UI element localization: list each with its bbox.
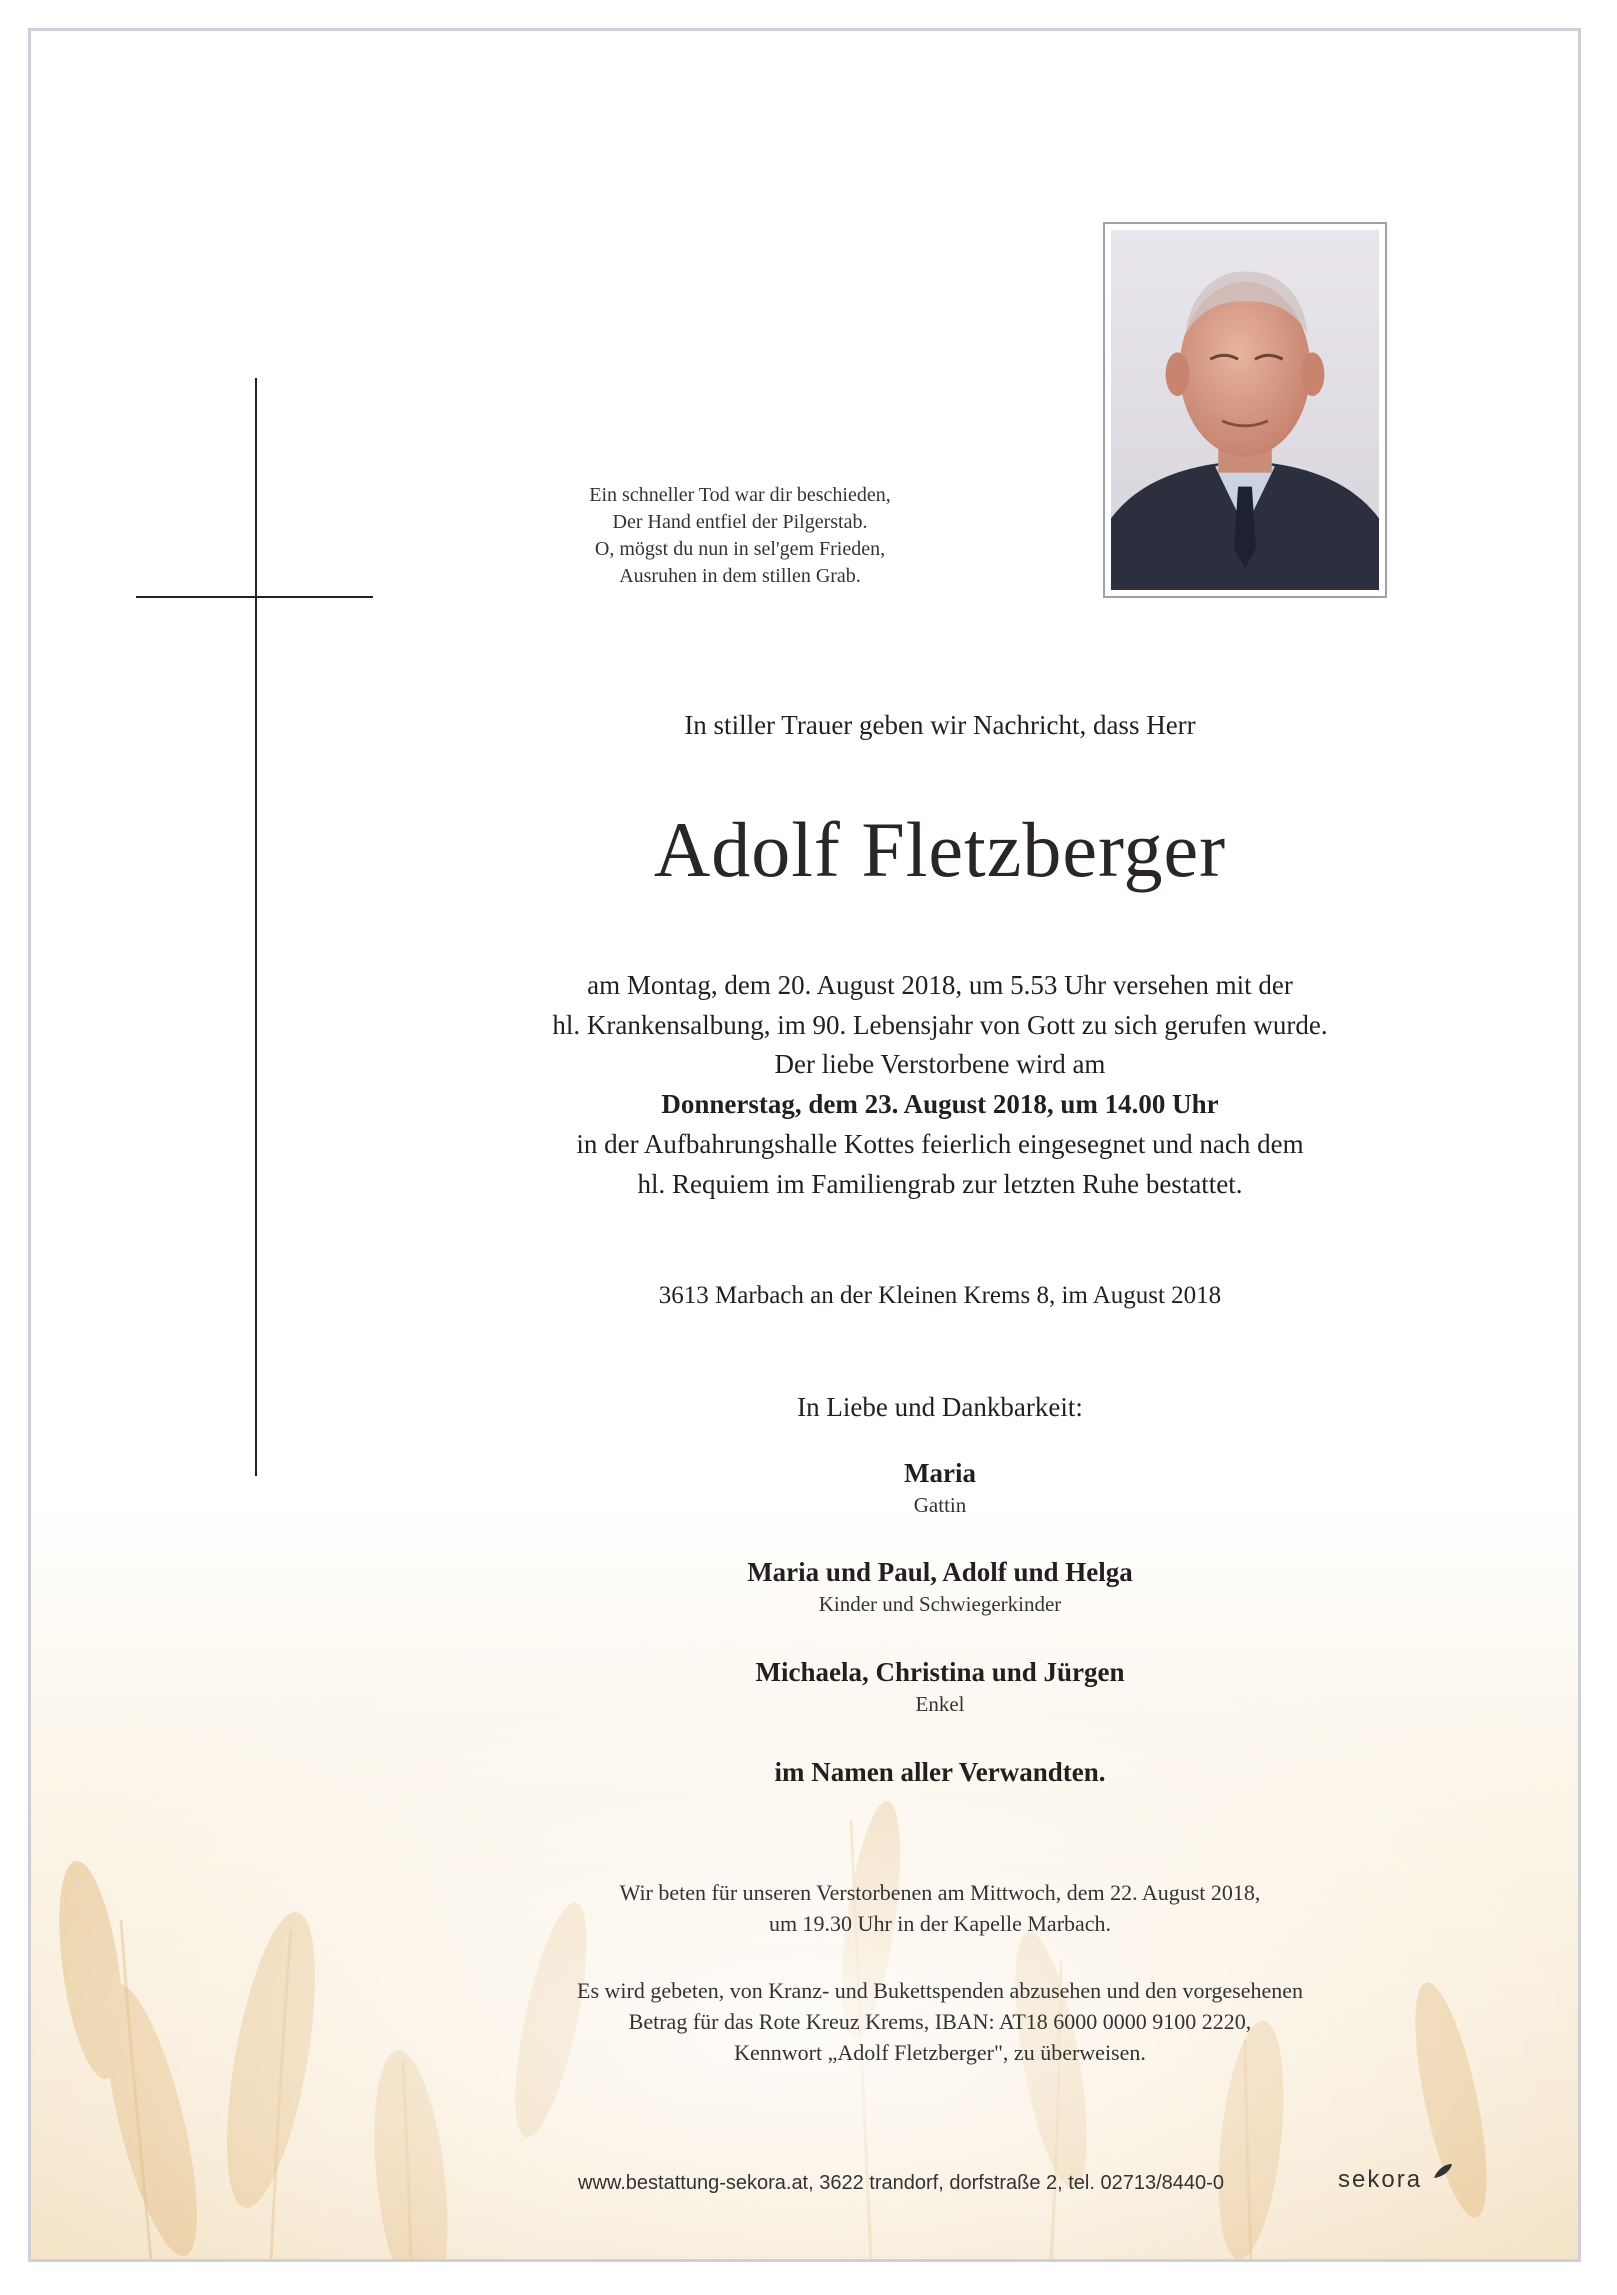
- death-line: am Montag, dem 20. August 2018, um 5.53 Uhr versehen mit der: [587, 970, 1293, 1000]
- death-announcement: [440, 965, 1440, 1045]
- mourner-group: [640, 1657, 1240, 1717]
- prayer-notice: [440, 1877, 1440, 1939]
- mourner-names: Maria: [904, 1458, 976, 1488]
- leaf-icon: [1432, 2162, 1454, 2180]
- mourner-relation: Kinder und Schwiegerkinder: [818, 1592, 1062, 1616]
- mourner-relation: Enkel: [915, 1692, 965, 1716]
- funeral-line: hl. Requiem im Familiengrab zur letzten Ruhe bestattet.: [637, 1169, 1243, 1199]
- poem-line: Ausruhen in dem stillen Grab.: [619, 565, 861, 587]
- portrait-photo-frame: [1103, 222, 1387, 598]
- donation-notice: [440, 1975, 1440, 2068]
- relatives-line: im Namen aller Verwandten.: [774, 1757, 1106, 1787]
- poem-line: Ein schneller Tod war dir beschieden,: [589, 484, 891, 506]
- cross-vertical-bar: [255, 378, 257, 1476]
- memorial-poem: [520, 482, 960, 590]
- donation-line: Kennwort „Adolf Fletzberger", zu überweisen.: [734, 2040, 1146, 2065]
- death-line: hl. Krankensalbung, im 90. Lebensjahr von Gott zu sich gerufen wurde.: [552, 1010, 1328, 1040]
- mourner-group: [640, 1557, 1240, 1617]
- mourner-relation: Gattin: [913, 1493, 967, 1517]
- intro-text: In stiller Trauer geben wir Nachricht, dass Herr: [684, 710, 1196, 740]
- funeral-home-logo: sekora: [1338, 2166, 1423, 2193]
- prayer-line: um 19.30 Uhr in der Kapelle Marbach.: [768, 1911, 1112, 1936]
- donation-line: Betrag für das Rote Kreuz Krems, IBAN: AT18 6000 0000 9100 2220,: [628, 2009, 1252, 2034]
- funeral-line: in der Aufbahrungshalle Kottes feierlich eingesegnet und nach dem: [576, 1129, 1304, 1159]
- place-and-date: 3613 Marbach an der Kleinen Krems 8, im August 2018: [658, 1282, 1222, 1309]
- poem-line: Der Hand entfiel der Pilgerstab.: [612, 511, 868, 533]
- mourner-names: Michaela, Christina und Jürgen: [755, 1657, 1125, 1687]
- funeral-details: [440, 1044, 1440, 1204]
- poem-line: O, mögst du nun in sel'gem Frieden,: [594, 538, 886, 560]
- portrait-photo: [1111, 230, 1379, 590]
- mourner-group: [640, 1458, 1240, 1518]
- funeral-date: Donnerstag, dem 23. August 2018, um 14.00 Uhr: [661, 1089, 1219, 1119]
- thanks-heading: In Liebe und Dankbarkeit:: [797, 1392, 1083, 1422]
- funeral-home-contact: www.bestattung-sekora.at, 3622 trandorf, dorfstraße 2, tel. 02713/8440-0: [578, 2172, 1224, 2194]
- donation-line: Es wird gebeten, von Kranz- und Bukettspenden abzusehen und den vorgesehenen: [577, 1978, 1303, 2003]
- prayer-line: Wir beten für unseren Verstorbenen am Mittwoch, dem 22. August 2018,: [619, 1880, 1261, 1905]
- funeral-line: Der liebe Verstorbene wird am: [774, 1049, 1106, 1079]
- cross-horizontal-bar: [136, 596, 373, 598]
- deceased-name: Adolf Fletzberger: [653, 806, 1227, 893]
- mourner-names: Maria und Paul, Adolf und Helga: [747, 1557, 1133, 1587]
